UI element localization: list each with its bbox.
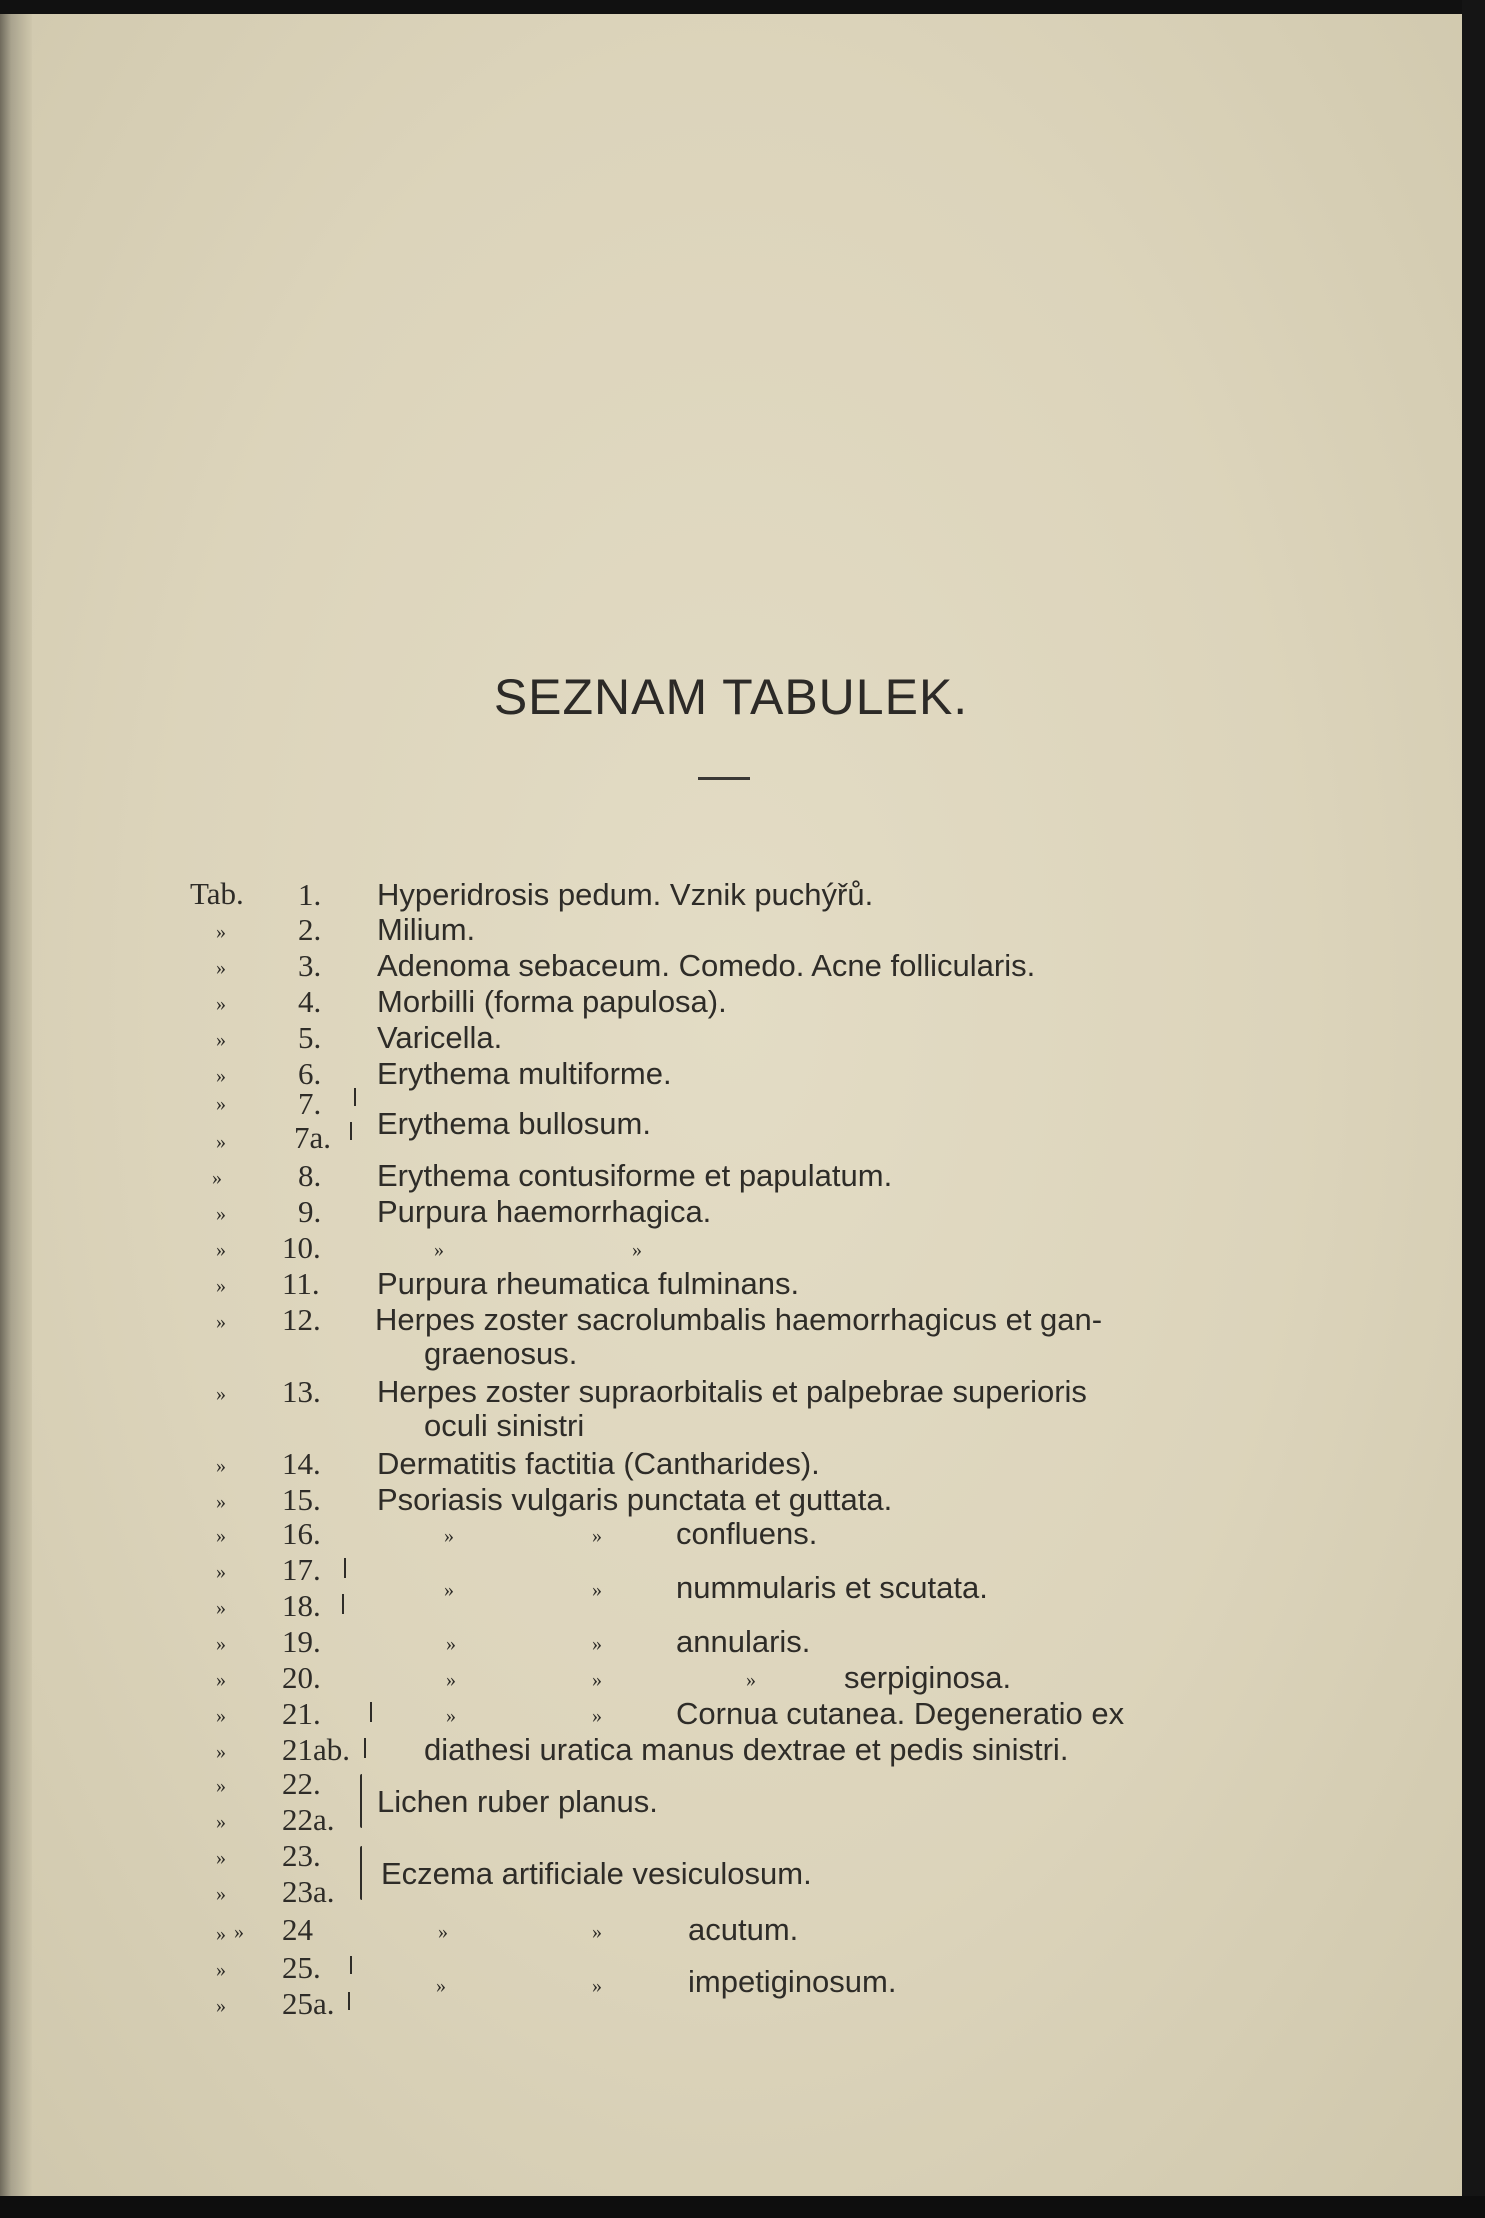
plate-number: 25. [282,1950,321,1985]
entry-title: Erythema bullosum. [377,1106,651,1141]
plate-number: 10. [282,1230,321,1265]
plate-number: 25a. [282,1986,335,2021]
ditto-mark: » [444,1579,454,1601]
ditto-mark: » [216,1275,226,1297]
plate-number: 6. [298,1056,322,1091]
plate-number: 22a. [282,1802,335,1837]
scan-border-right [1462,0,1485,2218]
brace-mark [354,1088,356,1106]
plate-number: 18. [282,1588,321,1623]
ditto-mark: » [216,1597,226,1619]
brace-mark [350,1956,352,1974]
ditto-mark: » [436,1975,446,1997]
ditto-mark: » [216,1525,226,1547]
ditto-mark: » [216,1669,226,1691]
ditto-mark: » [216,1883,226,1905]
ditto-mark: » [216,1775,226,1797]
page-title: SEZNAM TABULEK. [493,669,969,725]
plate-number: 3. [298,948,322,983]
entry-title: Dermatitis factitia (Cantharides). [377,1446,820,1481]
tab-label: Tab. [190,876,244,911]
ditto-mark: » [216,1093,226,1115]
ditto-mark: » [438,1921,448,1943]
plate-number: 2. [298,912,322,947]
entry-title: Herpes zoster sacrolumbalis haemorrhagicus et gan- [375,1302,1103,1337]
ditto-mark: » [592,1525,602,1547]
entry-title: confluens. [676,1516,818,1551]
entry-title: Eczema artificiale vesiculosum. [381,1856,812,1891]
ditto-mark: » [592,1633,602,1655]
ditto-mark: » [592,1705,602,1727]
ditto-mark: » [216,1455,226,1477]
plate-number: 4. [298,984,322,1019]
plate-number: 7. [298,1086,322,1121]
plate-number: 9. [298,1194,322,1229]
ditto-mark: » [216,1065,226,1087]
entry-title: Erythema contusiforme et papulatum. [377,1158,893,1193]
ditto-mark: » [444,1525,454,1547]
ditto-mark: » [216,1131,226,1153]
entry-title: Adenoma sebaceum. Comedo. Acne follicularis. [377,948,1036,983]
ditto-mark: » [216,1383,226,1405]
entry-title: Varicella. [377,1020,503,1055]
entry-title: Hyperidrosis pedum. Vznik puchýřů. [377,877,874,912]
brace-mark [344,1558,346,1578]
brace-mark [350,1122,352,1140]
entry-title-continued: graenosus. [424,1336,578,1371]
entry-title: Herpes zoster supraorbitalis et palpebrae superioris [377,1374,1087,1409]
entry-title: nummularis et scutata. [676,1570,988,1605]
entry-title-continued: oculi sinistri [424,1408,585,1443]
plate-number: 17. [282,1552,321,1587]
brace-mark [360,1846,362,1900]
entry-title: Morbilli (forma papulosa). [377,984,727,1019]
plate-number: 22. [282,1766,321,1801]
entry-title: Erythema multiforme. [377,1056,672,1091]
brace-mark [364,1738,366,1758]
entry-title: annularis. [676,1624,811,1659]
ditto-mark: » [216,1203,226,1225]
ditto-mark: » [632,1239,642,1261]
plate-number: 24 [282,1912,313,1947]
ditto-mark: » [216,1705,226,1727]
ditto-mark: » [446,1669,456,1691]
page-spine-shadow [0,14,32,2208]
plate-number: 5. [298,1020,322,1055]
brace-mark [370,1702,372,1722]
ditto-mark: » [592,1921,602,1943]
plate-number: 16. [282,1516,321,1551]
ditto-mark: » [216,1239,226,1261]
ditto-mark: » [216,1847,226,1869]
ditto-mark: » [216,1959,226,1981]
ditto-mark: » [216,1491,226,1513]
entry-title: acutum. [688,1912,799,1947]
entry-title: Purpura haemorrhagica. [377,1194,712,1229]
ditto-mark: » [216,1311,226,1333]
ditto-mark: » [234,1921,244,1943]
plate-number: 13. [282,1374,321,1409]
entry-title: Purpura rheumatica fulminans. [377,1266,800,1301]
ditto-mark: » [216,957,226,979]
ditto-mark: » [212,1167,222,1189]
scan-border-bottom [0,2196,1485,2218]
ditto-mark: » [592,1579,602,1601]
ditto-mark: » [216,1561,226,1583]
plate-number: 7a. [294,1120,332,1155]
ditto-mark: » [216,1633,226,1655]
entry-title: impetiginosum. [688,1964,897,1999]
plate-number: 21ab. [282,1732,351,1767]
plate-number: 1. [298,877,322,912]
ditto-mark: » [216,1995,226,2017]
entry-title: Milium. [377,912,476,947]
ditto-mark: » [216,993,226,1015]
brace-mark [342,1594,344,1614]
ditto-mark: » [216,1811,226,1833]
entry-title: Lichen ruber planus. [377,1784,658,1819]
ditto-mark: » [216,1741,226,1763]
ditto-mark: » [216,921,226,943]
entry-title: Cornua cutanea. Degeneratio ex [676,1696,1125,1731]
ditto-mark: » [746,1669,756,1691]
plate-number: 14. [282,1446,321,1481]
ditto-mark: » [446,1633,456,1655]
plate-number: 23a. [282,1874,335,1909]
plate-number: 20. [282,1660,321,1695]
entry-title-continued: diathesi uratica manus dextrae et pedis sinistri. [424,1732,1069,1767]
title-rule [698,777,750,780]
brace-mark [360,1774,362,1828]
brace-mark [348,1992,350,2010]
ditto-mark: » [446,1705,456,1727]
plate-number: 8. [298,1158,322,1193]
plate-number: 19. [282,1624,321,1659]
plate-number: 21. [282,1696,321,1731]
plate-number: 12. [282,1302,321,1337]
ditto-mark: » [592,1975,602,1997]
ditto-mark: » [592,1669,602,1691]
entry-title: serpiginosa. [844,1660,1012,1695]
ditto-mark: » [216,1029,226,1051]
ditto-mark: » [216,1923,226,1945]
entry-title: Psoriasis vulgaris punctata et guttata. [377,1482,893,1517]
plate-number: 11. [282,1266,320,1301]
plate-number: 15. [282,1482,321,1517]
plate-number: 23. [282,1838,321,1873]
ditto-mark: » [434,1239,444,1261]
